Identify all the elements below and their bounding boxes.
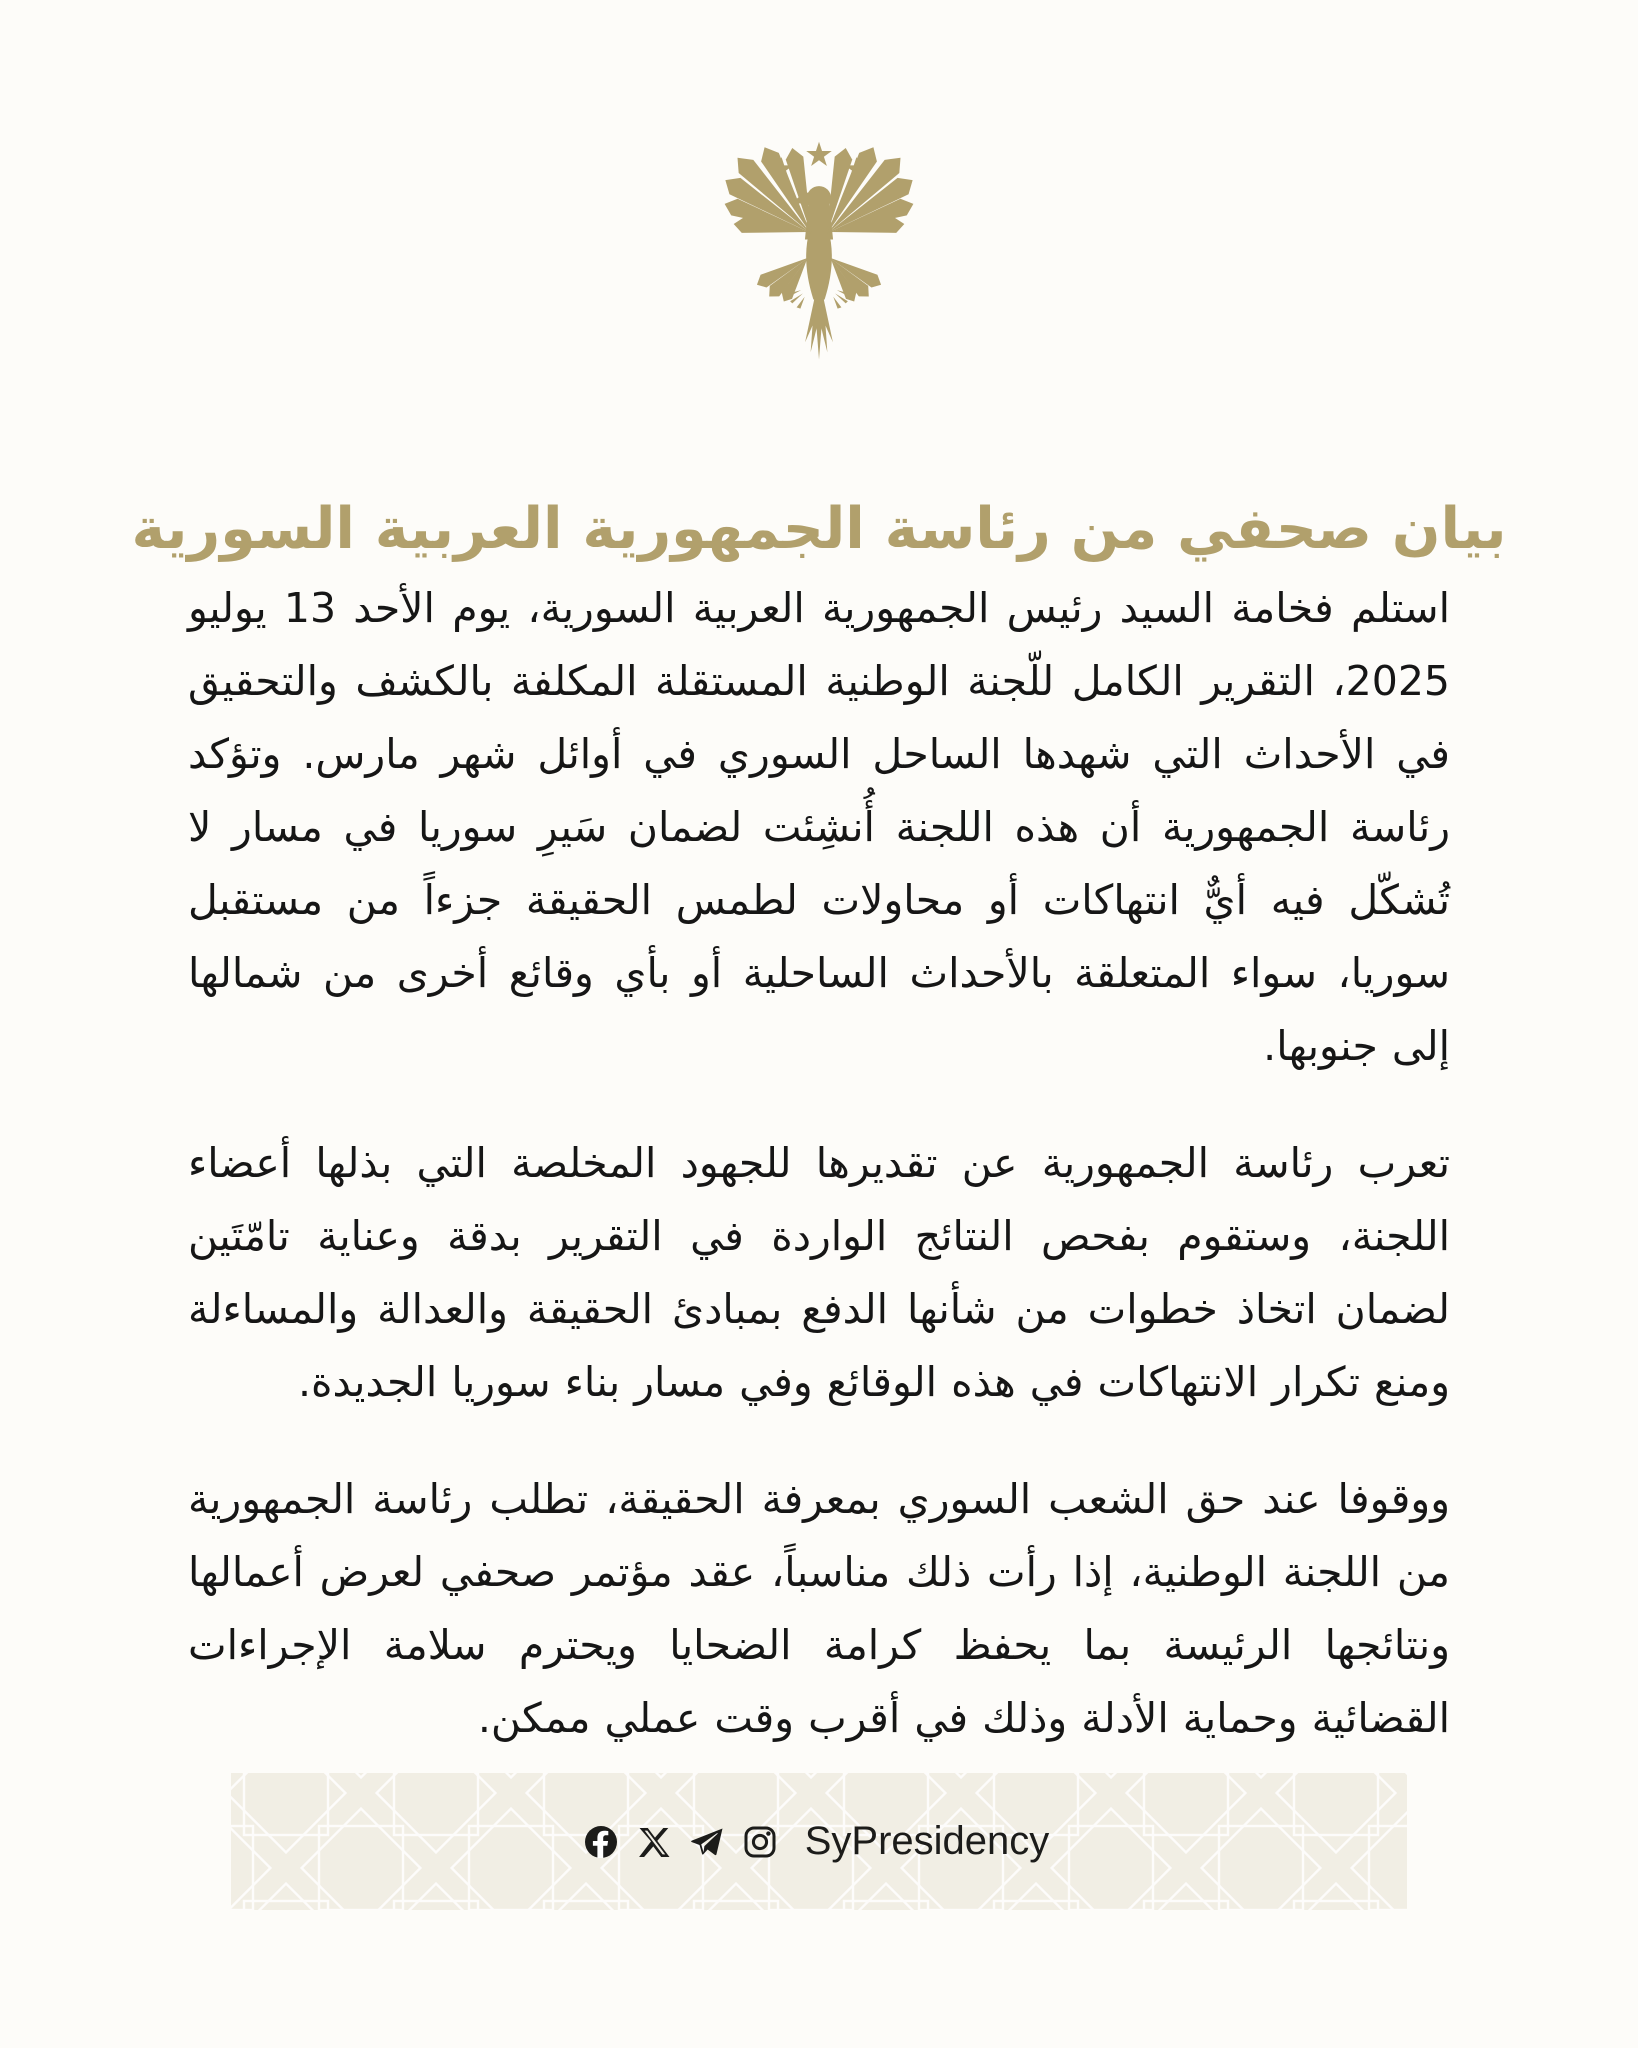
statement-paragraph: استلم فخامة السيد رئيس الجمهورية العربية السورية، يوم الأحد 13 يوليو 2025، التقرير الكامل للّجنة الوطنية المستقلة المكلفة بالكشف والتحقيق في الأحداث التي شهدها الساحل السوري في أوائل شهر مارس. وتؤكد رئاسة الجمهورية أن هذه اللجنة أُنشِئت لضمان سَيرِ سوريا في مسار لا تُشكّل فيه أيٌّ انتهاكات أو محاولات لطمس الحقيقة جزءاً من مستقبل سوريا، سواء المتعلقة بالأحداث الساحلية أو بأي وقائع أخرى من شمالها إلى جنوبها. (188, 584, 1451, 1070)
statement-paragraph: ووقوفا عند حق الشعب السوري بمعرفة الحقيقة، تطلب رئاسة الجمهورية من اللجنة الوطنية، إذا رأت ذلك مناسباً، عقد مؤتمر صحفي لعرض أعمالها ونتائجها الرئيسة بما يحفظ كرامة الضحايا ويحترم سلامة الإجراءات القضائية وحماية الأدلة وذلك في أقرب وقت عملي ممكن. (188, 1475, 1450, 1742)
facebook-icon[interactable] (583, 1824, 619, 1860)
statement-paragraph: تعرب رئاسة الجمهورية عن تقديرها للجهود المخلصة التي بذلها أعضاء اللجنة، وستقوم بفحص النتائج الواردة في التقرير بدقة وعناية تامّتَين لضمان اتخاذ خطوات من شأنها الدفع بمبادئ الحقيقة والعدالة والمساءلة ومنع تكرار الانتهاكات في هذه الوقائع وفي مسار بناء سوريا الجديدة. (188, 1139, 1450, 1406)
footer-band (231, 1773, 1407, 1910)
instagram-icon[interactable] (742, 1824, 778, 1860)
footer-social-row (231, 1773, 1407, 1910)
telegram-icon[interactable] (689, 1824, 725, 1860)
syrian-eagle-emblem (669, 140, 969, 384)
page-title: بيان صحفي من رئاسة الجمهورية العربية السورية (131, 496, 1507, 563)
social-handle: SyPresidency (804, 1819, 1050, 1863)
x-icon[interactable] (636, 1824, 672, 1860)
statement-body (188, 572, 1450, 1799)
